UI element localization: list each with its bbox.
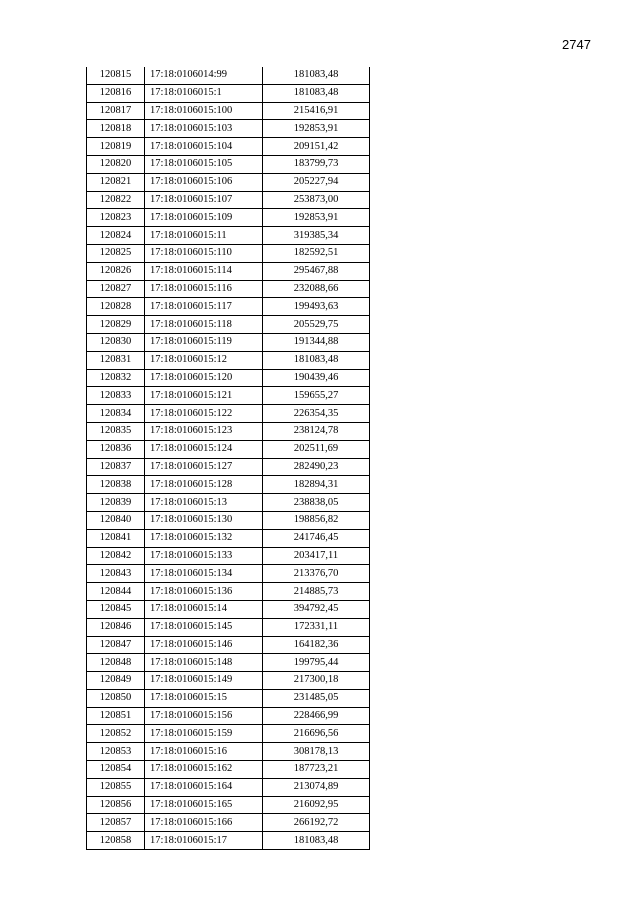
cadastral-number-cell: 17:18:0106015:106 <box>145 173 263 191</box>
row-number-cell: 120835 <box>87 422 145 440</box>
value-cell: 183799,73 <box>263 155 370 173</box>
table-row <box>87 387 370 405</box>
row-number-cell: 120820 <box>87 155 145 173</box>
row-number-cell: 120842 <box>87 547 145 565</box>
table-row <box>87 476 370 494</box>
cadastral-number-cell: 17:18:0106015:162 <box>145 761 263 779</box>
table-row <box>87 84 370 102</box>
table-row <box>87 120 370 138</box>
cadastral-number-cell: 17:18:0106015:120 <box>145 369 263 387</box>
value-cell: 209151,42 <box>263 138 370 156</box>
cadastral-number-cell: 17:18:0106015:121 <box>145 387 263 405</box>
table-row <box>87 102 370 120</box>
row-number-cell: 120828 <box>87 298 145 316</box>
cadastral-number-cell: 17:18:0106014:99 <box>145 67 263 84</box>
cadastral-number-cell: 17:18:0106015:109 <box>145 209 263 227</box>
value-cell: 394792,45 <box>263 600 370 618</box>
row-number-cell: 120852 <box>87 725 145 743</box>
table-row <box>87 778 370 796</box>
table-row <box>87 227 370 245</box>
table-row <box>87 209 370 227</box>
cadastral-number-cell: 17:18:0106015:11 <box>145 227 263 245</box>
value-cell: 202511,69 <box>263 440 370 458</box>
table-row <box>87 191 370 209</box>
cadastral-number-cell: 17:18:0106015:17 <box>145 832 263 850</box>
value-cell: 282490,23 <box>263 458 370 476</box>
table-row <box>87 155 370 173</box>
row-number-cell: 120832 <box>87 369 145 387</box>
table-row <box>87 511 370 529</box>
table-row <box>87 565 370 583</box>
table-row <box>87 743 370 761</box>
row-number-cell: 120841 <box>87 529 145 547</box>
table-row <box>87 600 370 618</box>
value-cell: 238838,05 <box>263 494 370 512</box>
cadastral-number-cell: 17:18:0106015:156 <box>145 707 263 725</box>
row-number-cell: 120817 <box>87 102 145 120</box>
cadastral-number-cell: 17:18:0106015:148 <box>145 654 263 672</box>
row-number-cell: 120833 <box>87 387 145 405</box>
value-cell: 181083,48 <box>263 832 370 850</box>
row-number-cell: 120845 <box>87 600 145 618</box>
table-row <box>87 280 370 298</box>
row-number-cell: 120851 <box>87 707 145 725</box>
row-number-cell: 120840 <box>87 511 145 529</box>
table-row <box>87 173 370 191</box>
value-cell: 203417,11 <box>263 547 370 565</box>
row-number-cell: 120836 <box>87 440 145 458</box>
value-cell: 241746,45 <box>263 529 370 547</box>
cadastral-number-cell: 17:18:0106015:114 <box>145 262 263 280</box>
cadastral-number-cell: 17:18:0106015:118 <box>145 316 263 334</box>
value-cell: 213376,70 <box>263 565 370 583</box>
value-cell: 192853,91 <box>263 209 370 227</box>
table-row <box>87 689 370 707</box>
table-row <box>87 405 370 423</box>
cadastral-number-cell: 17:18:0106015:116 <box>145 280 263 298</box>
row-number-cell: 120823 <box>87 209 145 227</box>
table-row <box>87 529 370 547</box>
cadastral-number-cell: 17:18:0106015:149 <box>145 672 263 690</box>
cadastral-number-cell: 17:18:0106015:103 <box>145 120 263 138</box>
table-row <box>87 316 370 334</box>
cadastral-number-cell: 17:18:0106015:16 <box>145 743 263 761</box>
table-row <box>87 67 370 84</box>
table-row <box>87 458 370 476</box>
table-row <box>87 440 370 458</box>
value-cell: 164182,36 <box>263 636 370 654</box>
cadastral-number-cell: 17:18:0106015:105 <box>145 155 263 173</box>
row-number-cell: 120839 <box>87 494 145 512</box>
value-cell: 181083,48 <box>263 84 370 102</box>
table-row <box>87 618 370 636</box>
cadastral-number-cell: 17:18:0106015:132 <box>145 529 263 547</box>
table-row <box>87 636 370 654</box>
value-cell: 198856,82 <box>263 511 370 529</box>
table-row <box>87 422 370 440</box>
row-number-cell: 120858 <box>87 832 145 850</box>
row-number-cell: 120846 <box>87 618 145 636</box>
value-cell: 231485,05 <box>263 689 370 707</box>
table-row <box>87 494 370 512</box>
row-number-cell: 120830 <box>87 333 145 351</box>
row-number-cell: 120844 <box>87 583 145 601</box>
row-number-cell: 120824 <box>87 227 145 245</box>
value-cell: 266192,72 <box>263 814 370 832</box>
value-cell: 238124,78 <box>263 422 370 440</box>
row-number-cell: 120837 <box>87 458 145 476</box>
cadastral-number-cell: 17:18:0106015:13 <box>145 494 263 512</box>
cadastral-number-cell: 17:18:0106015:166 <box>145 814 263 832</box>
cadastral-number-cell: 17:18:0106015:145 <box>145 618 263 636</box>
cadastral-number-cell: 17:18:0106015:100 <box>145 102 263 120</box>
row-number-cell: 120821 <box>87 173 145 191</box>
table-row <box>87 654 370 672</box>
value-cell: 308178,13 <box>263 743 370 761</box>
cadastral-number-cell: 17:18:0106015:124 <box>145 440 263 458</box>
value-cell: 181083,48 <box>263 351 370 369</box>
value-cell: 181083,48 <box>263 67 370 84</box>
row-number-cell: 120853 <box>87 743 145 761</box>
value-cell: 182592,51 <box>263 244 370 262</box>
value-cell: 228466,99 <box>263 707 370 725</box>
table-row <box>87 672 370 690</box>
page-number: 2747 <box>562 37 591 52</box>
row-number-cell: 120818 <box>87 120 145 138</box>
cadastral-number-cell: 17:18:0106015:14 <box>145 600 263 618</box>
cadastral-number-cell: 17:18:0106015:159 <box>145 725 263 743</box>
row-number-cell: 120825 <box>87 244 145 262</box>
row-number-cell: 120829 <box>87 316 145 334</box>
row-number-cell: 120827 <box>87 280 145 298</box>
value-cell: 191344,88 <box>263 333 370 351</box>
value-cell: 226354,35 <box>263 405 370 423</box>
cadastral-number-cell: 17:18:0106015:119 <box>145 333 263 351</box>
cadastral-number-cell: 17:18:0106015:122 <box>145 405 263 423</box>
table-row <box>87 761 370 779</box>
row-number-cell: 120834 <box>87 405 145 423</box>
table-row <box>87 796 370 814</box>
value-cell: 214885,73 <box>263 583 370 601</box>
row-number-cell: 120855 <box>87 778 145 796</box>
table-row <box>87 547 370 565</box>
value-cell: 216696,56 <box>263 725 370 743</box>
value-cell: 253873,00 <box>263 191 370 209</box>
value-cell: 217300,18 <box>263 672 370 690</box>
value-cell: 190439,46 <box>263 369 370 387</box>
value-cell: 199493,63 <box>263 298 370 316</box>
cadastral-number-cell: 17:18:0106015:130 <box>145 511 263 529</box>
value-cell: 232088,66 <box>263 280 370 298</box>
row-number-cell: 120838 <box>87 476 145 494</box>
table-body <box>87 67 370 850</box>
value-cell: 216092,95 <box>263 796 370 814</box>
cadastral-number-cell: 17:18:0106015:1 <box>145 84 263 102</box>
row-number-cell: 120848 <box>87 654 145 672</box>
value-cell: 172331,11 <box>263 618 370 636</box>
table-row <box>87 138 370 156</box>
row-number-cell: 120849 <box>87 672 145 690</box>
row-number-cell: 120815 <box>87 67 145 84</box>
table-row <box>87 707 370 725</box>
value-cell: 187723,21 <box>263 761 370 779</box>
table-row <box>87 832 370 850</box>
cadastral-number-cell: 17:18:0106015:15 <box>145 689 263 707</box>
cadastral-number-cell: 17:18:0106015:107 <box>145 191 263 209</box>
value-cell: 295467,88 <box>263 262 370 280</box>
row-number-cell: 120822 <box>87 191 145 209</box>
row-number-cell: 120843 <box>87 565 145 583</box>
row-number-cell: 120831 <box>87 351 145 369</box>
cadastral-number-cell: 17:18:0106015:165 <box>145 796 263 814</box>
table-row <box>87 262 370 280</box>
row-number-cell: 120826 <box>87 262 145 280</box>
table-row <box>87 333 370 351</box>
table-row <box>87 725 370 743</box>
value-cell: 192853,91 <box>263 120 370 138</box>
row-number-cell: 120819 <box>87 138 145 156</box>
table-row <box>87 351 370 369</box>
cadastral-number-cell: 17:18:0106015:133 <box>145 547 263 565</box>
value-cell: 319385,34 <box>263 227 370 245</box>
cadastral-number-cell: 17:18:0106015:134 <box>145 565 263 583</box>
value-cell: 213074,89 <box>263 778 370 796</box>
value-cell: 205529,75 <box>263 316 370 334</box>
value-cell: 159655,27 <box>263 387 370 405</box>
row-number-cell: 120816 <box>87 84 145 102</box>
cadastral-number-cell: 17:18:0106015:164 <box>145 778 263 796</box>
cadastral-number-cell: 17:18:0106015:127 <box>145 458 263 476</box>
row-number-cell: 120847 <box>87 636 145 654</box>
cadastral-number-cell: 17:18:0106015:128 <box>145 476 263 494</box>
table-row <box>87 298 370 316</box>
value-cell: 215416,91 <box>263 102 370 120</box>
value-cell: 205227,94 <box>263 173 370 191</box>
cadastral-number-cell: 17:18:0106015:123 <box>145 422 263 440</box>
table-row <box>87 583 370 601</box>
cadastral-number-cell: 17:18:0106015:136 <box>145 583 263 601</box>
value-cell: 182894,31 <box>263 476 370 494</box>
table-row <box>87 814 370 832</box>
cadastral-number-cell: 17:18:0106015:104 <box>145 138 263 156</box>
row-number-cell: 120850 <box>87 689 145 707</box>
cadastral-number-cell: 17:18:0106015:12 <box>145 351 263 369</box>
cadastral-number-cell: 17:18:0106015:110 <box>145 244 263 262</box>
data-table <box>86 67 370 850</box>
row-number-cell: 120854 <box>87 761 145 779</box>
cadastral-number-cell: 17:18:0106015:146 <box>145 636 263 654</box>
value-cell: 199795,44 <box>263 654 370 672</box>
table-row <box>87 369 370 387</box>
table-row <box>87 244 370 262</box>
cadastral-number-cell: 17:18:0106015:117 <box>145 298 263 316</box>
row-number-cell: 120857 <box>87 814 145 832</box>
row-number-cell: 120856 <box>87 796 145 814</box>
